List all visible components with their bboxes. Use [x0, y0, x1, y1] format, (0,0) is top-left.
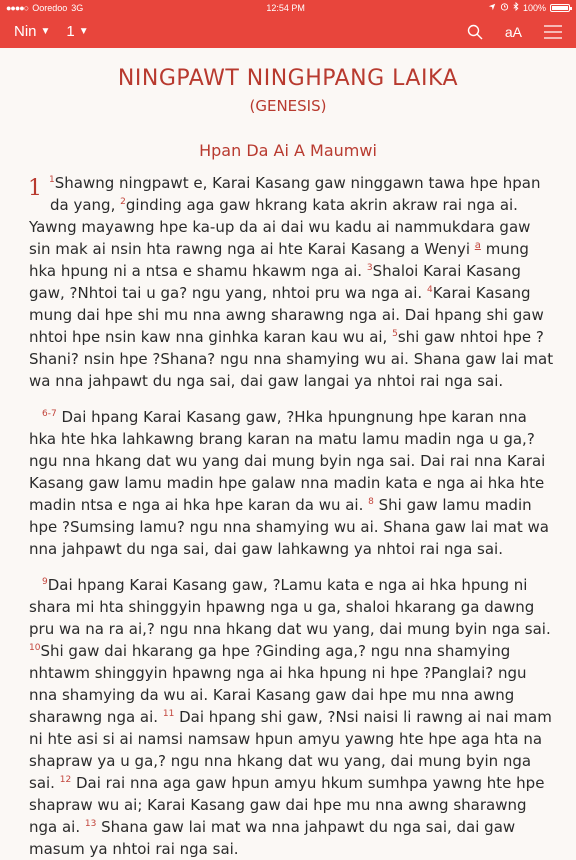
- text-size-button[interactable]: aA: [504, 23, 522, 40]
- verse-number: 8: [368, 497, 374, 507]
- verse-text: shi gaw nhtoi hpe ?Shani? nsin hpe ?Shana? ngu nna shamying wu ai. Shana gaw lai mat wa nna jahpawt du nga sai, dai gaw langai ya nhtoi rai nga sai.: [29, 328, 554, 390]
- verse-text: Shaloi Karai Kasang gaw, ?Nhtoi tai u ga? ngu yang, nhtoi pru wa nga ai.: [29, 262, 521, 302]
- verse-text: mung hka hpung ni a ntsa e shamu hkawm nga ai.: [29, 240, 529, 280]
- verse-number: 6-7: [42, 409, 57, 419]
- caret-down-icon: ▼: [40, 26, 51, 37]
- book-subtitle: (GENESIS): [249, 97, 327, 115]
- chapter-selector-button[interactable]: [66, 23, 88, 40]
- verse-text: Dai hpang shi gaw, ?Nsi naisi li rawng ai nai mam ni hte asi si ai namsi namsaw hpun amyu yawng hte hpe aga hta na shapraw ya u ga,? ngu nna hkang dat wu yang, dai mung byin nga sai.: [29, 708, 552, 792]
- paragraph: [0, 172, 576, 392]
- top-toolbar: [0, 15, 576, 48]
- verse-number: 5: [392, 329, 398, 339]
- caret-down-icon: ▼: [78, 26, 89, 37]
- search-icon: [467, 24, 483, 40]
- book-selector-button[interactable]: [14, 23, 50, 40]
- verse-number: 12: [59, 775, 72, 785]
- verse-number: 1: [49, 175, 55, 185]
- battery-icon: [550, 4, 570, 12]
- chapter-number: 1: [28, 176, 42, 201]
- toolbar-actions: [467, 24, 562, 40]
- search-button[interactable]: [467, 24, 483, 40]
- verse-number: 3: [366, 263, 373, 273]
- network-label: 3G: [71, 2, 84, 13]
- book-label: Nin: [14, 23, 37, 40]
- section-heading: Hpan Da Ai A Maumwi: [199, 141, 377, 160]
- verse-text: Shi gaw dai hkarang ga hpe ?Ginding aga,? ngu nna shamying nhtawm shinggyin hpawng nga ai hka hpung ni hpe ?Panglai? ngu nna shamying da wu ai. Karai Kasang gaw dai hpe mu nna awng sharawng nga ai.: [29, 642, 527, 726]
- verse-text: Dai rai nna aga gaw hpun amyu hkum sumhpa yawng hte hpe shapraw wu ai; Karai Kasang gaw dai hpe mu nna awng sharawng nga ai.: [29, 774, 545, 836]
- verse-text: Shana gaw lai mat wa nna jahpawt du nga sai, dai gaw masum ya nhtoi rai nga sai.: [29, 818, 516, 858]
- status-bar: [0, 0, 576, 15]
- location-icon: [488, 3, 496, 13]
- carrier-label: Ooredoo: [32, 2, 68, 13]
- battery-label: 100%: [522, 2, 546, 13]
- verse-text: Shi gaw lamu madin hpe ?Sumsing lamu? ngu nna shamying wu ai. Shana gaw lai mat wa nna jahpawt du nga sai, dai gaw lahkawng ya nhtoi rai nga sai.: [29, 496, 549, 558]
- footnote-marker[interactable]: a: [474, 240, 481, 251]
- chapter-label: 1: [66, 23, 75, 40]
- reference-selector: [14, 23, 89, 40]
- scripture-content[interactable]: [0, 48, 576, 858]
- verse-text: Karai Kasang mung dai hpe shi mu nna awng sharawng nga ai. Dai hpang shi gaw nhtoi hpe nsin kaw nna ginhka karan kau wu ai,: [29, 284, 544, 346]
- menu-button[interactable]: [544, 25, 562, 39]
- status-time: 12:54 PM: [266, 2, 305, 13]
- signal-strength-icon: ●●●●○: [6, 2, 29, 13]
- verse-text: Dai hpang Karai Kasang gaw, ?Lamu kata e nga ai hka hpung ni shara mi hta shinggyin hpawng nga u ga, shaloi hkarang ga dawng pru wa na ra ai,? ngu nna hkang dat wu yang, dai mung byin nga sai.: [29, 576, 551, 638]
- verse-number: 9: [42, 577, 48, 587]
- verse-text: ginding aga gaw hkrang kata akrin akraw rai nga ai. Yawng mayawng hpe ka-up da ai dai wu kadu ai nammukdara gaw sin mak ai nsin hta rawng nga ai hte Karai Kasang a Wenyi: [29, 196, 531, 258]
- hamburger-menu-icon: [544, 25, 562, 39]
- bluetooth-icon: [513, 2, 519, 13]
- verse-text: Dai hpang Karai Kasang gaw, ?Hka hpungnung hpe karan nna hka hte hka lahkawng brang karan na matu lamu madin nga u ga,? ngu nna hkang dat wu yang dai mung byin nga sai. Dai rai nna Karai Kasang gaw lamu madin hpe galaw nna madin kata e nga ai hka hte madin ntsa e nga ai hka hpe karan da wu ai.: [29, 408, 546, 514]
- status-right: [488, 2, 570, 13]
- verse-number: 13: [84, 819, 97, 829]
- paragraph: [0, 406, 576, 560]
- alarm-icon: [500, 2, 509, 13]
- status-left: [6, 3, 83, 13]
- verse-number: 4: [426, 285, 433, 295]
- verse-number: 10: [29, 643, 41, 653]
- verse-number: 11: [162, 709, 175, 719]
- book-title: NINGPAWT NINGHPANG LAIKA: [117, 66, 459, 91]
- verse-text: Shawng ningpawt e, Karai Kasang gaw ninggawn tawa hpe hpan da yang,: [50, 174, 541, 214]
- verse-number: 2: [120, 197, 126, 207]
- paragraph: [0, 574, 576, 860]
